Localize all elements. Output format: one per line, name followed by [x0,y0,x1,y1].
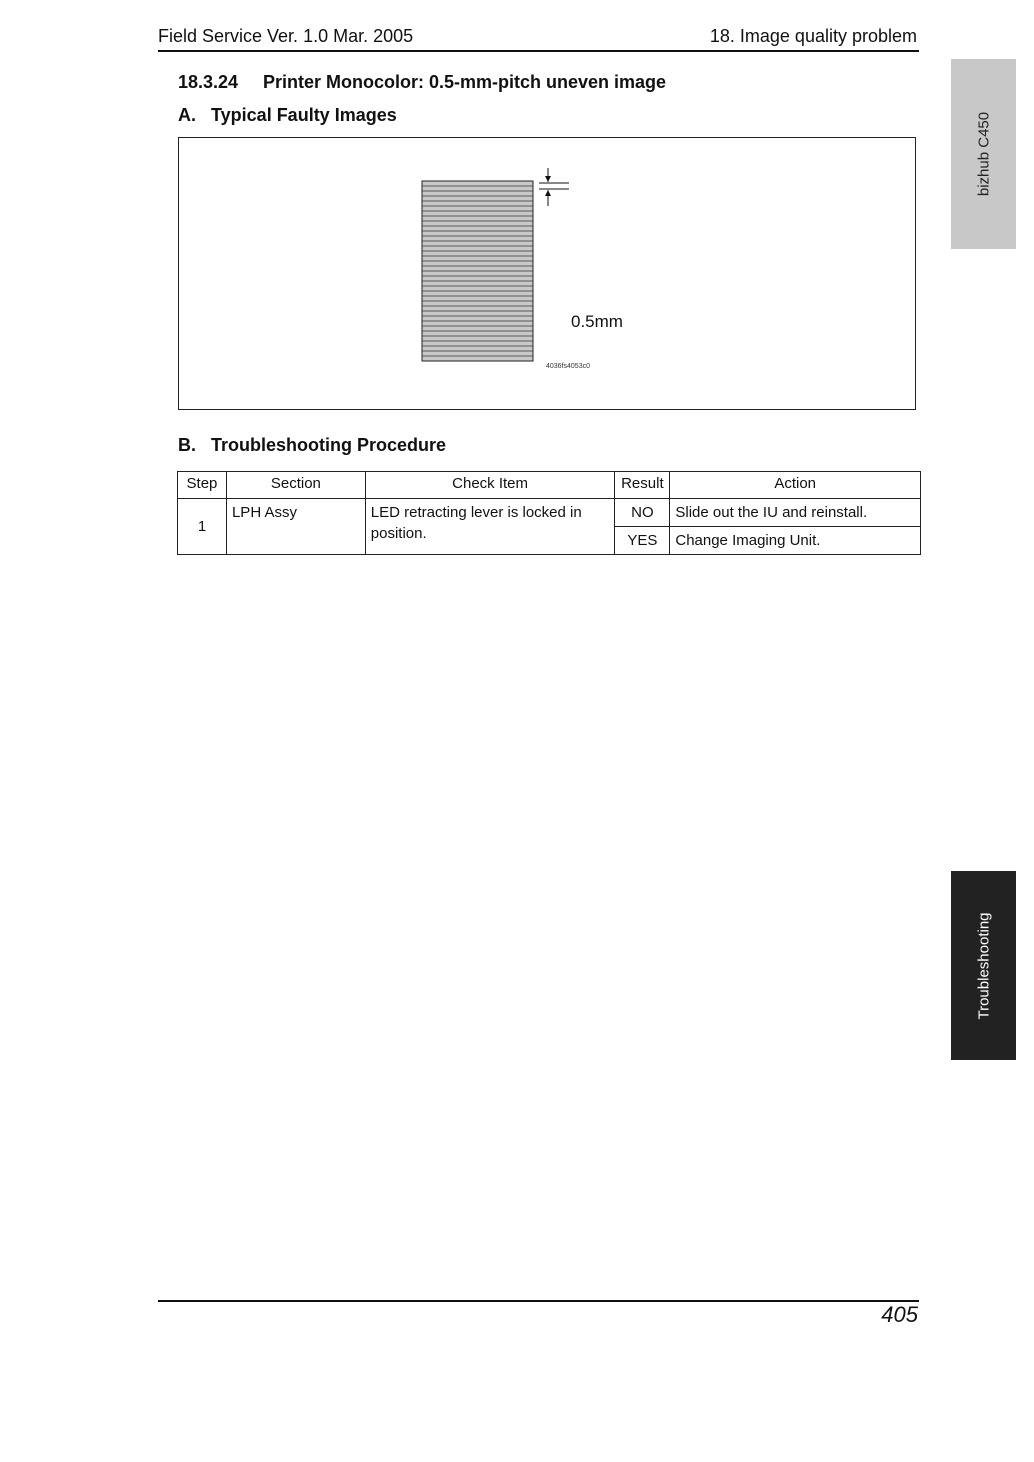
model-tab-label: bizhub C450 [975,111,992,197]
cell-action-yes: Change Imaging Unit. [670,527,921,555]
subheading-title: Typical Faulty Images [211,105,397,125]
header-check-item: Check Item [365,472,615,499]
figure-code: 4036fs4053c0 [546,363,590,370]
pitch-dimension-label: 0.5mm [571,312,623,331]
faulty-image-figure [178,137,916,410]
cell-result-yes: YES [615,527,670,555]
subheading-title: Troubleshooting Procedure [211,435,447,455]
cell-action-no: Slide out the IU and reinstall. [670,499,921,527]
page-number: 405 [881,1302,918,1327]
footer-divider [158,1300,919,1302]
section-title: Printer Monocolor: 0.5-mm-pitch uneven image [263,72,667,92]
header-step: Step [178,472,227,499]
cell-section: LPH Assy [226,499,365,555]
subheading-letter: B. [178,435,196,455]
subheading-letter: A. [178,105,196,125]
striped-print-sample [422,181,533,361]
pitch-dimension-marker [539,168,569,206]
section-tab-label: Troubleshooting [975,911,992,1020]
model-side-tab [951,59,1016,249]
cell-step: 1 [178,499,227,555]
faulty-image-illustration [179,138,917,411]
table-header-row [178,472,921,499]
subheading-typical-faulty-images [178,105,397,126]
section-number: 18.3.24 [178,72,239,92]
header-chapter-title: 18. Image quality problem [709,26,917,46]
header-action: Action [670,472,921,499]
header-result: Result [615,472,670,499]
troubleshooting-table [177,471,921,555]
section-heading [178,72,666,93]
header-divider [158,50,919,52]
subheading-troubleshooting-procedure [178,435,446,456]
header-section: Section [226,472,365,499]
cell-result-no: NO [615,499,670,527]
header-manual-version: Field Service Ver. 1.0 Mar. 2005 [158,26,414,46]
table-row [178,499,921,527]
cell-check-item: LED retracting lever is locked in position. [365,499,615,555]
section-side-tab [951,871,1016,1060]
